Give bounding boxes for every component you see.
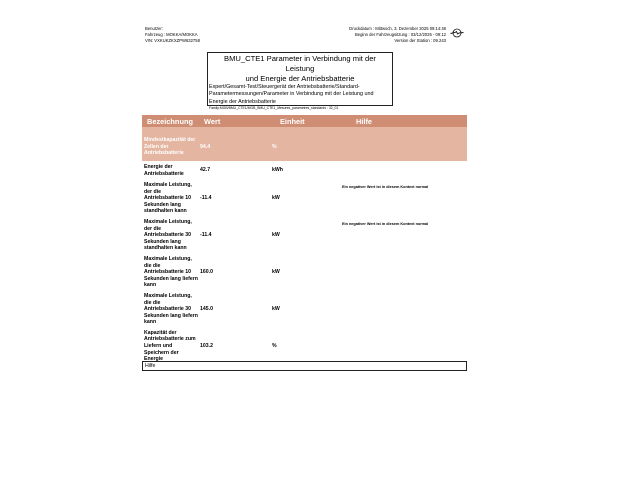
row-value: 145.0	[198, 291, 270, 328]
row-help	[340, 133, 467, 161]
session-start: Beginn der Fahrzeugsitzung : 03/12/2025 - 09:12	[354, 32, 446, 38]
row-name: Maximale Leistung, die die Antriebsbatterie 10 Sekunden lang liefern kann	[142, 254, 198, 291]
family-id: Family:MGB/BMU_CTE1/MGB_BMU_CTE1_Mesures_parametres_standards : 32_01	[209, 106, 339, 111]
row-help	[340, 161, 467, 180]
row-unit: %	[270, 133, 340, 161]
row-name: Kapazität der Antriebsbatterie zum Liefern und Speichern der Energie	[142, 328, 198, 365]
row-help: Ein negativer Wert ist in diesem Kontext normal	[340, 180, 467, 217]
table-row[interactable]	[142, 180, 467, 217]
document-header-right	[300, 26, 446, 45]
breadcrumb-line2: Parametermessungen/Parameter in Verbindung mit der Leistung und	[209, 91, 374, 98]
row-name: Energie der Antriebsbatterie	[142, 161, 198, 180]
table-row[interactable]	[142, 217, 467, 254]
row-name: Maximale Leistung, die die Antriebsbatterie 30 Sekunden lang liefern kann	[142, 291, 198, 328]
table-row[interactable]	[142, 291, 467, 328]
row-name: Maximale Leistung, der die Antriebsbatterie 30 Sekunden lang standhalten kann	[142, 217, 198, 254]
row-value: -11.4	[198, 217, 270, 254]
row-unit: kWh	[270, 161, 340, 180]
row-unit: kW	[270, 180, 340, 217]
column-header-value: Wert	[198, 115, 270, 127]
table-row[interactable]	[142, 254, 467, 291]
row-help: Ein negativer Wert ist in diesem Kontext normal	[340, 217, 467, 254]
station-version: Version der Station : 09.243	[394, 38, 446, 44]
row-name: Mindestkapazität der Zellen der Antriebsbatterie	[142, 133, 198, 161]
title-box	[207, 52, 393, 111]
row-name: Maximale Leistung, der die Antriebsbatterie 10 Sekunden lang standhalten kann	[142, 180, 198, 217]
document-header-left	[145, 26, 200, 45]
row-help	[340, 291, 467, 328]
table-row[interactable]	[142, 161, 467, 180]
help-box: Hilfe	[142, 361, 467, 371]
user-label: Benutzer:	[145, 26, 163, 31]
row-value: 42.7	[198, 161, 270, 180]
row-unit: %	[270, 328, 340, 365]
row-help	[340, 328, 467, 365]
row-unit: kW	[270, 217, 340, 254]
table-header-row	[142, 115, 467, 127]
row-value: 94.4	[198, 133, 270, 161]
row-help	[340, 254, 467, 291]
row-value: -11.4	[198, 180, 270, 217]
row-value: 103.2	[198, 328, 270, 365]
print-date: Druckdatum : Mittwoch, 3. Dezember 2025 09:14:48	[349, 26, 446, 31]
vehicle-label: Fahrzeug : MOKKA/MOKKA	[145, 32, 198, 38]
page-title-line2: und Energie der Antriebsbatterie	[245, 74, 355, 83]
row-unit: kW	[270, 291, 340, 328]
row-unit: kW	[270, 254, 340, 291]
opel-logo-icon	[450, 28, 464, 38]
breadcrumb-line3: Energie der Antriebsbatterie	[209, 98, 276, 105]
column-header-name: Bezeichnung	[142, 115, 198, 127]
page-title-line1: BMU_CTE1 Parameter in Verbindung mit der Leistung	[224, 54, 376, 73]
table-row[interactable]	[142, 328, 467, 365]
parameter-table	[142, 115, 467, 365]
table-row[interactable]	[142, 133, 467, 161]
column-header-unit: Einheit	[270, 115, 340, 127]
breadcrumb-line1: Expert/Gesamt-Test/Steuergerät der Antriebsbatterie/Standard-	[209, 84, 360, 90]
column-header-help: Hilfe	[340, 115, 467, 127]
row-value: 160.0	[198, 254, 270, 291]
vin-label: VIN: VXKUKZKXZPW632758	[145, 38, 200, 44]
